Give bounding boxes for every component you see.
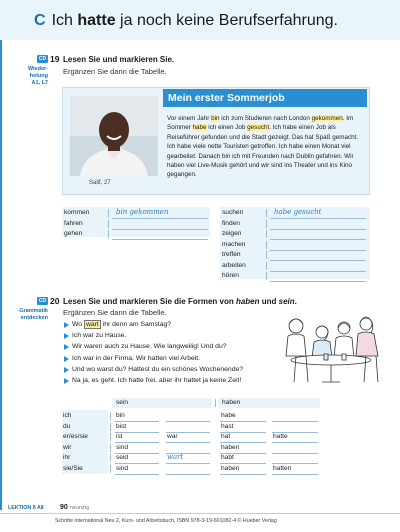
dialogue-line — [72, 321, 171, 328]
verb-form: haben — [221, 443, 240, 451]
row-line — [272, 442, 318, 443]
cell-divider — [266, 272, 267, 280]
verb-label: gehen — [64, 230, 83, 237]
dialogue-text: Ich war zu Hause. — [72, 332, 127, 340]
dialogue-line — [72, 355, 200, 362]
article-title: Mein erster Sommerjob — [168, 92, 285, 104]
text-segment: . Im Sommer — [167, 115, 354, 132]
cell-divider — [110, 465, 111, 473]
speech-arrow-icon — [64, 367, 69, 373]
verb-label: suchen — [222, 209, 244, 216]
text-segment: ich zum Studieren nach London — [219, 115, 312, 122]
verb-form: habe — [221, 412, 236, 419]
exercise-title: Lesen Sie und markieren Sie. — [63, 55, 175, 64]
footer-rule — [0, 513, 400, 514]
cell-divider — [110, 423, 111, 431]
dialogue-text: ihr denn am Samstag? — [100, 321, 172, 328]
text-segment: Vor einem Jahr — [167, 115, 212, 122]
row-line — [112, 229, 208, 230]
cell-divider — [266, 209, 267, 217]
pronoun-label: sie/Sie — [63, 465, 83, 472]
dialogue-text: Wir waren auch zu Hause. Wie langweilig! Und du? — [72, 343, 227, 351]
exercise-number: 20 — [50, 296, 60, 306]
verb-label: finden — [222, 219, 240, 227]
dialogue-text: Und wo warst du? Hattest du ein schönes Wochenende? — [72, 365, 244, 373]
verb-form: haben — [221, 465, 240, 472]
highlighted-verb: bin — [211, 115, 220, 122]
photo-caption: Salif, 27 — [89, 180, 111, 186]
text-segment: ich einen Job — [206, 124, 248, 132]
verb-label: zeigen — [222, 230, 242, 237]
cd-icon: CD — [38, 298, 47, 304]
verb-form: hat — [221, 433, 231, 441]
cell-divider — [266, 241, 267, 249]
cell-divider — [266, 230, 267, 238]
row-line — [270, 218, 366, 219]
cell-divider — [215, 399, 216, 407]
lesson-label: LEKTION 8 A8 — [8, 505, 44, 511]
column-header-sein: sein — [116, 399, 129, 406]
cell-divider — [266, 220, 267, 228]
article-text — [167, 114, 364, 180]
highlighted-verb: habe — [192, 124, 207, 132]
dialogue-line — [72, 377, 241, 384]
row-line — [115, 474, 159, 475]
cell-divider — [110, 444, 111, 452]
portrait-image — [70, 96, 158, 176]
side-note-wiederholung: Wieder- holung A1, L7 — [27, 66, 48, 86]
verb-label: kommen — [64, 209, 90, 216]
speech-arrow-icon — [64, 344, 69, 350]
verb-form: hatten — [273, 465, 292, 472]
margin-bar — [0, 40, 2, 510]
row-line — [112, 218, 208, 219]
pronoun-label: er/es/sie — [63, 433, 88, 441]
exercise-number: 19 — [50, 54, 60, 64]
cell-divider — [110, 454, 111, 462]
row-line — [270, 281, 366, 282]
cell-divider — [108, 230, 109, 238]
verb-label: hören — [222, 272, 239, 279]
page-title: C Ich hatte ja noch keine Berufserfahrung. — [34, 12, 338, 29]
row-line — [166, 442, 210, 443]
copyright-line: Schritte international Neu 2, Kurs- und Arbeitsbuch, ISBN 978-3-19-601082-4 © Hueber Verlag — [55, 518, 277, 524]
row-line — [272, 474, 318, 475]
highlighted-verb: gesucht — [247, 124, 270, 132]
pronoun-label: ich — [63, 412, 72, 419]
row-line — [270, 229, 366, 230]
handwritten-answer: bin gekommen — [116, 208, 169, 216]
dialogue-text: Wo — [72, 321, 84, 328]
pronoun-label: ihr — [63, 454, 71, 462]
verb-form: hatte — [273, 433, 288, 441]
row-line — [272, 453, 318, 454]
dialogue-line — [72, 332, 126, 339]
cell-divider — [108, 220, 109, 228]
verb-form: seid — [116, 454, 129, 462]
cd-icon: CD — [38, 56, 47, 62]
side-note-grammatik: Grammatik entdecken — [19, 308, 48, 321]
exercise-instruction: Ergänzen Sie dann die Tabelle. — [63, 308, 167, 317]
speech-arrow-icon — [64, 333, 69, 339]
page-number: 90 neunzig — [60, 504, 90, 511]
verb-form: bist — [116, 422, 127, 430]
verb-label: fahren — [64, 219, 83, 227]
dialogue-line — [72, 366, 243, 373]
row-line — [270, 250, 366, 251]
row-line — [166, 463, 210, 464]
exercise-title: Lesen Sie und markieren Sie die Formen von haben und sein. — [63, 297, 297, 306]
row-line — [272, 421, 318, 422]
row-line — [166, 474, 210, 475]
dialogue-text: Na ja, es geht. Ich hatte frei, aber ihr hattet ja keine Zeit! — [72, 377, 242, 384]
verb-form: bin — [116, 412, 125, 419]
exercise-instruction: Ergänzen Sie dann die Tabelle. — [63, 67, 167, 76]
dialogue-text: Ich war in der Firma. Wir hatten viel Arbeit. — [72, 354, 201, 362]
highlighted-verb: gekommen — [311, 115, 343, 122]
verb-form: sind — [116, 465, 129, 472]
photo-salif — [70, 96, 158, 176]
cell-divider — [110, 412, 111, 420]
speech-arrow-icon — [64, 322, 69, 328]
verb-label: treffen — [222, 251, 241, 258]
speech-arrow-icon — [64, 378, 69, 384]
pronoun-label: wir — [63, 443, 72, 451]
cell-divider — [266, 262, 267, 270]
speech-arrow-icon — [64, 356, 69, 362]
row-line — [220, 474, 266, 475]
row-line — [270, 260, 366, 261]
row-line — [270, 239, 366, 240]
handwritten-answer: wart — [167, 453, 184, 462]
cell-divider — [110, 433, 111, 441]
verb-form: sind — [116, 443, 129, 451]
handwritten-answer: habe gesucht — [274, 208, 322, 216]
cell-divider — [266, 251, 267, 259]
verb-form: habt — [221, 454, 234, 462]
verb-form: hast — [221, 422, 234, 430]
text-segment: . Ich habe einen Job als Reiseführer gefunden und die Stadt gezeigt. Das hat Spaß gemacht. Ich habe viele nette Touristen getroffen. Ich habe einen Monat viel gearbeitet. Danach bin ich mit Freunden nach Dublin gefahren. Wir haben viel Live-Musik gehört und wir sind ins Theater und ins Kino gegangen. — [167, 124, 359, 179]
verb-form: ist — [116, 433, 123, 441]
row-line — [270, 271, 366, 272]
verb-label: arbeiten — [222, 261, 246, 269]
row-line — [166, 421, 210, 422]
verb-label: machen — [222, 240, 246, 248]
column-header-haben: haben — [222, 399, 241, 406]
dialogue-line — [72, 343, 227, 350]
cell-divider — [108, 209, 109, 217]
verb-form: war — [167, 433, 178, 441]
friends-illustration — [276, 310, 386, 386]
marked-verb: wart — [85, 321, 99, 328]
row-line — [112, 239, 208, 240]
pronoun-label: du — [63, 422, 71, 430]
